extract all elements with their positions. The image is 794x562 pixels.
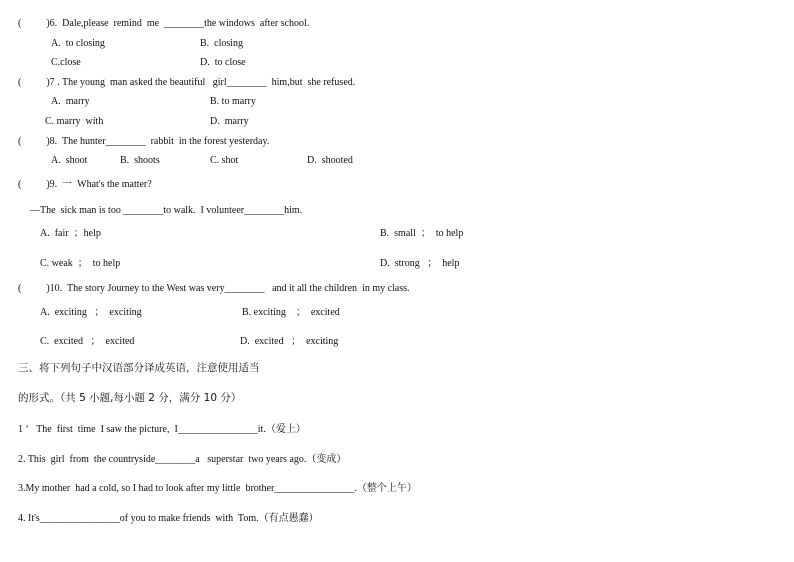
question-6-option-a: A. to closing xyxy=(51,38,105,49)
translation-item-2-hint: （变成） xyxy=(306,454,347,465)
question-8-stem: ( )8. The hunter________ rabbit in the forest yesterday. xyxy=(18,136,270,147)
question-7-option-a: A. marry xyxy=(51,96,90,107)
translation-item-3-hint: （整个上午） xyxy=(356,483,417,494)
question-9-option-d: D. strong ； help xyxy=(380,258,460,269)
question-8-option-b: B. shoots xyxy=(120,155,160,166)
translation-item-1-hint: （爱上） xyxy=(265,424,306,435)
question-7-stem: ( )7 . The young man asked the beautiful girl________ him,but she refused. xyxy=(18,77,356,88)
translation-item-1 xyxy=(18,425,306,435)
question-6-option-d: D. to close xyxy=(200,57,246,68)
section-3-title-line-1: 三、将下列句子中汉语部分译成英语，注意使用适当 xyxy=(18,362,260,374)
question-10-option-a: A. exciting ； exciting xyxy=(40,307,142,318)
question-7-option-c: C. marry with xyxy=(45,116,104,127)
question-6-stem: ( )6. Dale,please remind me ________the windows after school. xyxy=(18,18,310,29)
translation-item-2 xyxy=(18,455,346,465)
translation-item-3 xyxy=(18,484,417,494)
question-9-option-c: C. weak ； to help xyxy=(40,258,121,269)
question-6-option-b: B. closing xyxy=(200,38,244,49)
question-8-option-c: C. shot xyxy=(210,155,239,166)
question-9-stem: ( )9. 一 What's the matter? xyxy=(18,179,152,190)
question-10-option-d: D. excited ； exciting xyxy=(240,336,339,347)
translation-item-1-text: 1 ‘ The first time I saw the picture, I________________it. xyxy=(18,424,266,435)
translation-item-4-hint: （有点愚蠢） xyxy=(258,513,319,524)
question-6-option-c: C.close xyxy=(51,57,81,68)
question-10-option-b: B. exciting ； excited xyxy=(242,307,340,318)
translation-item-4-text: 4. It's________________of you to make friends with Tom. xyxy=(18,513,259,524)
question-9-option-a: A. fair ；help xyxy=(40,228,101,239)
question-10-stem: ( )10. The story Journey to the West was very________ and it all the children in my class. xyxy=(18,283,410,294)
question-8-option-a: A. shoot xyxy=(51,155,88,166)
question-10-option-c: C. excited ； excited xyxy=(40,336,135,347)
question-7-option-d: D. marry xyxy=(210,116,249,127)
translation-item-3-text: 3.My mother had a cold, so I had to look after my little brother________________. xyxy=(18,483,357,494)
question-7-option-b: B. to marry xyxy=(210,96,256,107)
translation-item-2-text: 2. This girl from the countryside________a superstar two years ago. xyxy=(18,454,307,465)
translation-item-4 xyxy=(18,514,319,524)
section-3-title-line-2: 的形式。（共 5 小题,每小题 2 分，满分 10 分） xyxy=(18,392,242,404)
question-9-option-b: B. small ； to help xyxy=(380,228,464,239)
question-9-dialogue: —The sick man is too ________to walk. I volunteer________him. xyxy=(30,205,303,216)
question-8-option-d: D. shooted xyxy=(307,155,353,166)
